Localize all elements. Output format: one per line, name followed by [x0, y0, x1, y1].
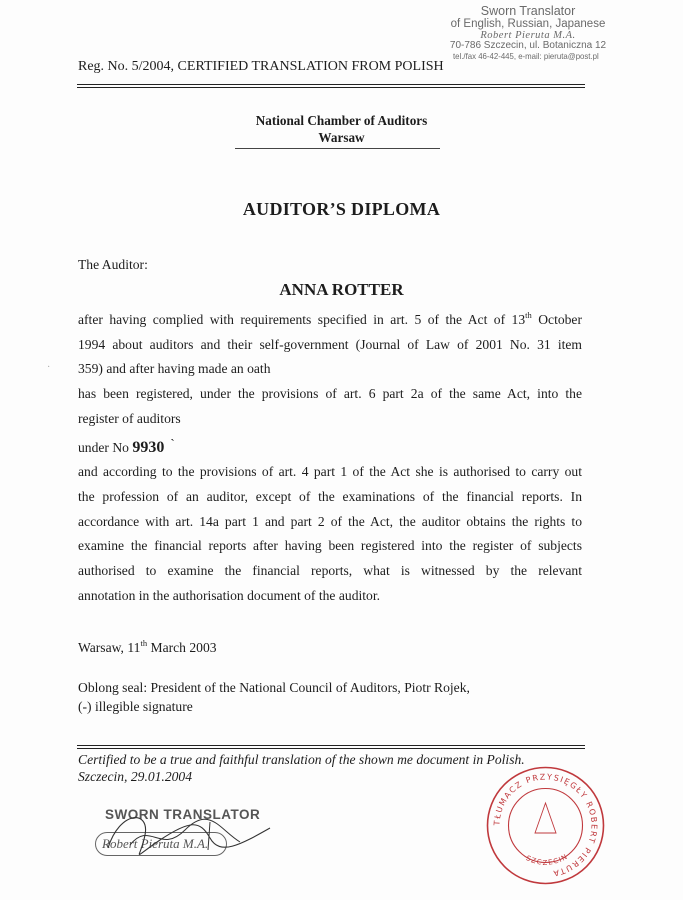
signature-scrawl: [90, 800, 280, 870]
certification-text: Certified to be a true and faithful translation of the shown me document in Polish.: [78, 752, 525, 767]
page-title: AUDITOR’S DIPLOMA: [242, 199, 441, 219]
paragraph-3-last-line: annotation in the authorisation document of the auditor.: [78, 587, 381, 603]
translator-stamp-languages: of English, Russian, Japanese: [450, 18, 606, 31]
sworn-translator-stamp: [90, 800, 280, 870]
institution-underline: [235, 148, 440, 149]
signature-note: (-) illegible signature: [78, 699, 193, 714]
paragraph-1: [78, 308, 582, 608]
seal-ring-text: TŁUMACZ PRZYSIĘGŁY ROBERT PIERUTA: [492, 772, 599, 879]
translator-stamp-contact: tel./fax 46-42-445, e-mail: pieruta@post.pl: [453, 50, 599, 61]
header-rule-bottom: [77, 87, 585, 88]
paragraph-3-line: accordance with art. 14a part 1 and part 2 of the Act, the auditor obtains the rights to: [78, 513, 582, 529]
seal-inner-ring: [509, 789, 583, 863]
paragraph-3-line: and according to the provisions of art. 4 part 1 of the Act she is authorised to carry out: [78, 464, 582, 480]
auditor-label: The Auditor:: [78, 257, 148, 272]
registration-number: 9930: [132, 438, 165, 456]
round-seal-graphic: [483, 763, 608, 888]
paragraph-3-line: examine the financial reports after having been registered into the register of subjects: [78, 538, 582, 554]
registration-line: Reg. No. 5/2004, CERTIFIED TRANSLATION FROM POLISH: [78, 59, 444, 74]
seal-emblem-icon: [535, 803, 556, 833]
header-rule-top: [77, 84, 585, 85]
translator-stamp: [443, 5, 613, 61]
certification-place-date: Szczecin, 29.01.2004: [78, 769, 193, 784]
translator-stamp-address: 70-786 Szczecin, ul. Botaniczna 12: [449, 40, 607, 52]
paragraph-3-line: authorised to examine the financial reports, what is witnessed by the relevant: [78, 563, 582, 579]
sworn-stamp-title: SWORN TRANSLATOR: [105, 807, 261, 822]
translator-stamp-title: Sworn Translator: [480, 4, 576, 18]
translator-stamp-name: Robert Pieruta M.A.: [480, 30, 576, 42]
auditor-name: ANNA ROTTER: [279, 280, 404, 299]
place-date: Warsaw, 11th March 2003: [78, 638, 217, 655]
scan-mark: ·: [47, 362, 51, 373]
seal-city: SZCZECIN: [524, 852, 570, 867]
certification-rule-bottom: [77, 748, 585, 749]
sworn-stamp-name: Robert Pieruta M.A.: [102, 836, 209, 851]
paragraph-3-line: the profession of an auditor, except of the examinations of the financial reports. In: [78, 488, 582, 504]
paragraph-2-line-2: register of auditors: [78, 410, 181, 426]
institution-name: National Chamber of Auditors: [255, 113, 428, 128]
paragraph-1-line-2: 1994 about auditors and their self-government (Journal of Law of 2001 No. 31 item: [78, 336, 582, 352]
paragraph-1-line-1: after having complied with requirements specified in art. 5 of the Act of 13th October: [78, 310, 582, 327]
paragraph-2-line-1: has been registered, under the provisions of art. 6 part 2a of the same Act, into the: [78, 386, 582, 402]
certification-rule-top: [77, 745, 585, 746]
round-seal: [483, 763, 608, 888]
seal-note: Oblong seal: President of the National Council of Auditors, Piotr Rojek,: [78, 680, 470, 695]
paragraph-1-line-3: 359) and after having made an oath: [78, 361, 271, 377]
seal-note-block: [78, 678, 582, 716]
institution-city: Warsaw: [318, 130, 365, 145]
registration-number-line: under No 9930 `: [78, 435, 175, 456]
